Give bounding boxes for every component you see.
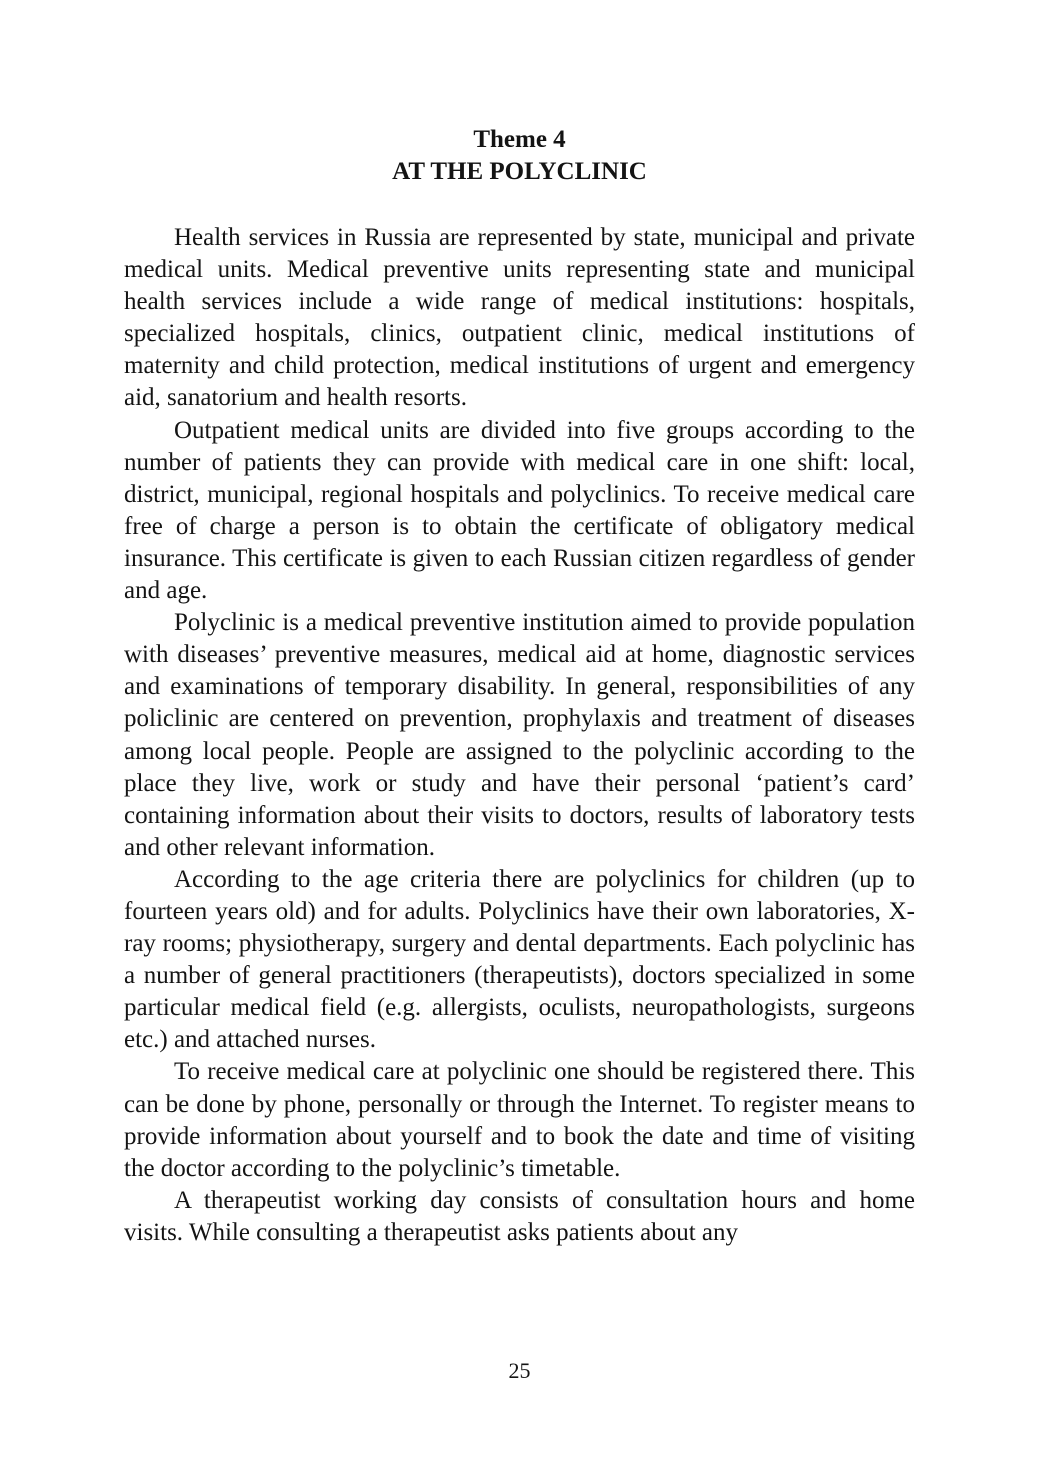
paragraph: To receive medical care at polyclinic one should be registered there. This can be done by phone, personally or through the Internet. To register means to provide information about yourself and to book the date and time of visiting the doctor according to the polyclinic’s timetable. <box>124 1058 915 1182</box>
page-number: 25 <box>508 1358 531 1383</box>
chapter-title: AT THE POLYCLINIC <box>392 158 647 185</box>
paragraph: According to the age criteria there are polyclinics for children (up to fourteen years old) and for adults. Polyclinics have their own laboratories, X-ray rooms; physiotherapy, surgery and dental departments. Each polyclinic has a number of general practitioners (therapeutists), doctors specialized in some particular medical field (e.g. allergists, oculists, neuropathologists, surgeons etc.) and attached nurses. <box>124 865 915 1054</box>
paragraph: Outpatient medical units are divided into five groups according to the number of patients they can provide with medical care in one shift: local, district, municipal, regional hospitals and polyclinics. To receive medical care free of charge a person is to obtain the certificate of obligatory medical insurance. This certificate is given to each Russian citizen regardless of gender and age. <box>124 416 915 605</box>
paragraph: A therapeutist working day consists of consultation hours and home visits. While consulting a therapeutist asks patients about any <box>124 1186 915 1246</box>
paragraph: Polyclinic is a medical preventive institution aimed to provide population with diseases’ preventive measures, medical aid at home, diagnostic services and examinations of temporary disability. In general, responsibilities of any policlinic are centered on prevention, prophylaxis and treatment of diseases among local people. People are assigned to the polyclinic according to the place they live, work or study and have their personal ‘patient’s card’ containing information about their visits to doctors, results of laboratory tests and other relevant information. <box>124 609 915 861</box>
theme-label: Theme 4 <box>473 126 566 153</box>
paragraph: Health services in Russia are represented by state, municipal and private medical units. Medical preventive units representing state and municipal health services include a wide range of medical institutions: hospitals, specialized hospitals, clinics, outpatient clinic, medical institutions of maternity and child protection, medical institutions of urgent and emergency aid, sanatorium and health resorts. <box>124 224 915 412</box>
body-text <box>124 222 915 1249</box>
chapter-heading <box>0 124 1039 188</box>
